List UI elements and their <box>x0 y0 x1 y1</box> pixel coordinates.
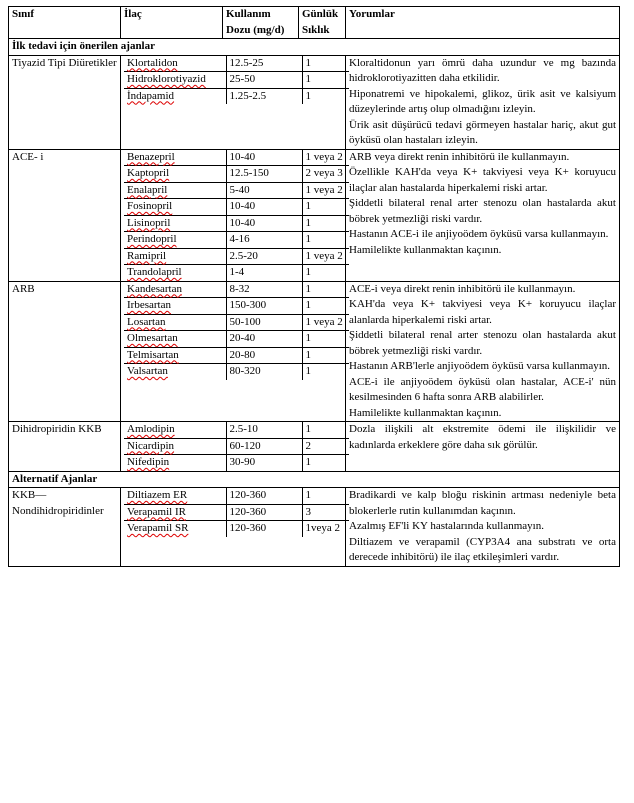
drug-dose: 120-360 <box>226 521 302 537</box>
drug-list-cell <box>121 149 346 281</box>
alternative-groups <box>9 488 620 567</box>
header-row <box>9 7 620 39</box>
drug-dose: 50-100 <box>226 314 302 331</box>
drug-name-cell <box>124 504 226 521</box>
drug-row <box>124 521 349 537</box>
drug-class: ARB <box>9 281 121 422</box>
drug-name: Irbesartan <box>127 299 171 311</box>
drug-dose: 4-16 <box>226 232 302 249</box>
drug-name-cell <box>124 199 226 216</box>
drug-name-cell <box>124 364 226 380</box>
drug-row <box>124 364 349 380</box>
drug-name-cell <box>124 215 226 232</box>
drug-dose: 8-32 <box>226 282 302 298</box>
drug-row <box>124 72 349 89</box>
drug-frequency: 1 <box>302 56 349 72</box>
comment-line: Ürik asit düşürücü tedavi görmeyen hastalar hariç, akut gut öyküsü olan hastaları izleyin. <box>349 118 616 146</box>
drug-frequency: 1 <box>302 364 349 380</box>
drug-dose: 120-360 <box>226 488 302 504</box>
comment-line: Diltiazem ve verapamil (CYP3A4 ana substratı ve orta derecede inhibitörü) ile ilaç etkileşimleri vardır. <box>349 535 616 563</box>
drug-name: Verapamil SR <box>127 522 189 534</box>
drug-dose: 12.5-25 <box>226 56 302 72</box>
drug-list-cell <box>121 422 346 472</box>
drug-list <box>124 56 349 105</box>
drug-name: Enalapril <box>127 183 168 196</box>
drug-frequency: 1 <box>302 331 349 348</box>
drug-frequency: 1 veya 2 <box>302 182 349 199</box>
drug-list-cell <box>121 488 346 567</box>
drug-name-cell <box>124 314 226 331</box>
group-row <box>9 422 620 472</box>
drug-name: Nifedipin <box>127 456 170 468</box>
comment-line: Şiddetli bilateral renal arter stenozu olan hastalarda akut böbrek yetmezliği riski vardır. <box>349 197 616 225</box>
drug-dose: 2.5-10 <box>226 422 302 438</box>
drug-list-cell <box>121 281 346 422</box>
drug-name: Ramipril <box>127 249 167 262</box>
drug-name: Kandesartan <box>127 282 182 295</box>
group-row <box>9 488 620 567</box>
drug-name: Losartan <box>127 315 166 328</box>
comments-cell <box>346 422 620 472</box>
drug-name-cell <box>124 232 226 249</box>
drug-row <box>124 488 349 504</box>
drug-list <box>124 488 349 537</box>
drug-name: Olmesartan <box>127 332 178 344</box>
drug-row <box>124 56 349 72</box>
drug-name-cell <box>124 422 226 438</box>
header-frequency: Günlük Sıklık <box>299 7 346 39</box>
drug-dose: 20-40 <box>226 331 302 348</box>
drug-name-cell <box>124 282 226 298</box>
drug-frequency: 1 <box>302 72 349 89</box>
drug-list <box>124 150 349 281</box>
drug-name: İndapamid <box>127 89 175 102</box>
drug-frequency: 2 veya 3 <box>302 166 349 183</box>
drug-row <box>124 232 349 249</box>
comment-line: KAH'da veya K+ takviyesi veya K+ koruyucu ilaçlar alanlarda hiperkalemi riski artar. <box>349 298 616 326</box>
comment-line: ACE-i veya direkt renin inhibitörü ile kullanmayın. <box>349 282 576 295</box>
comment-line: ARB veya direkt renin inhibitörü ile kullanmayın. <box>349 150 570 163</box>
drug-name-cell <box>124 150 226 166</box>
drug-name: Telmisartan <box>127 348 179 361</box>
drug-frequency: 1 veya 2 <box>302 248 349 265</box>
drug-dose: 20-80 <box>226 347 302 364</box>
header-drug: İlaç <box>121 7 223 39</box>
drug-dose: 12.5-150 <box>226 166 302 183</box>
drug-dose: 10-40 <box>226 215 302 232</box>
drug-frequency: 1 <box>302 488 349 504</box>
drug-frequency: 1 <box>302 88 349 104</box>
first-line-groups <box>9 55 620 471</box>
drug-row <box>124 166 349 183</box>
drug-name-cell <box>124 265 226 281</box>
comment-line: Özellikle KAH'da veya K+ takviyesi veya K+ koruyucu ilaçlar alan hastalarda hiperkalemi riski artar. <box>349 166 616 194</box>
drug-frequency: 1 veya 2 <box>302 314 349 331</box>
drug-dose: 60-120 <box>226 438 302 455</box>
drug-class: Tiyazid Tipi Diüretikler <box>9 55 121 149</box>
drug-frequency: 1veya 2 <box>302 521 349 537</box>
drug-class: ACE- i <box>9 149 121 281</box>
group-row <box>9 281 620 422</box>
drug-dose: 10-40 <box>226 199 302 216</box>
section-row-alternative <box>9 471 620 488</box>
drug-name-cell <box>124 521 226 537</box>
drug-name: Verapamil IR <box>127 505 186 518</box>
drug-name: Perindopril <box>127 233 177 245</box>
drug-name-cell <box>124 166 226 183</box>
drug-row <box>124 265 349 281</box>
comment-line: Hiponatremi ve hipokalemi, glikoz, ürik asit ve kalsiyum düzeylerinde artış olup olmadığını izleyin. <box>349 87 616 115</box>
comment-line: Şiddetli bilateral renal arter stenozu olan hastalarda akut böbrek yetmezliği riski vardır. <box>349 329 616 357</box>
drug-name: Nicardipin <box>127 439 175 452</box>
drug-name: Valsartan <box>127 365 168 377</box>
group-row <box>9 149 620 281</box>
drug-name: Amlodipin <box>127 423 175 435</box>
drug-row <box>124 422 349 438</box>
drug-row <box>124 504 349 521</box>
drug-dose: 30-90 <box>226 455 302 471</box>
drug-dose: 150-300 <box>226 298 302 315</box>
drug-dose: 10-40 <box>226 150 302 166</box>
drug-list <box>124 282 349 380</box>
drug-frequency: 2 <box>302 438 349 455</box>
drug-name: Kaptopril <box>127 167 170 179</box>
drug-name-cell <box>124 56 226 72</box>
drug-name-cell <box>124 72 226 89</box>
drug-table <box>8 6 620 567</box>
drug-name-cell <box>124 298 226 315</box>
drug-name: Benazepril <box>127 150 175 163</box>
drug-row <box>124 438 349 455</box>
comments-cell <box>346 281 620 422</box>
drug-frequency: 1 veya 2 <box>302 150 349 166</box>
drug-name: Diltiazem ER <box>127 489 188 501</box>
drug-frequency: 1 <box>302 265 349 281</box>
drug-row <box>124 199 349 216</box>
comments-cell <box>346 488 620 567</box>
comment-line: Azalmış EF'li KY hastalarında kullanmayın. <box>349 520 544 532</box>
drug-name-cell <box>124 88 226 104</box>
drug-frequency: 1 <box>302 215 349 232</box>
drug-frequency: 1 <box>302 199 349 216</box>
drug-frequency: 1 <box>302 455 349 471</box>
comment-line: Hamilelikte kullanmaktan kaçının. <box>349 243 502 256</box>
drug-name-cell <box>124 248 226 265</box>
drug-row <box>124 314 349 331</box>
drug-frequency: 1 <box>302 347 349 364</box>
drug-name: Fosinopril <box>127 200 173 212</box>
group-row <box>9 55 620 149</box>
drug-row <box>124 455 349 471</box>
drug-frequency: 1 <box>302 282 349 298</box>
drug-row <box>124 331 349 348</box>
section-title-first-line: İlk tedavi için önerilen ajanlar <box>9 39 620 56</box>
comment-line: Hastanın ARB'lerle anjiyoödem öyküsü varsa kullanmayın. <box>349 360 611 372</box>
drug-row <box>124 347 349 364</box>
drug-row <box>124 248 349 265</box>
drug-name-cell <box>124 455 226 471</box>
drug-dose: 25-50 <box>226 72 302 89</box>
header-class: Sınıf <box>9 7 121 39</box>
drug-row <box>124 298 349 315</box>
comment-line: Kloraltidonun yarı ömrü daha uzundur ve mg bazında hidroklorotiyazitten daha etkilidir. <box>349 56 616 84</box>
drug-dose: 120-360 <box>226 504 302 521</box>
drug-dose: 1.25-2.5 <box>226 88 302 104</box>
section-row-first-line <box>9 39 620 56</box>
comment-line: Hastanın ACE-i ile anjiyoödem öyküsü varsa kullanmayın. <box>349 228 609 240</box>
drug-frequency: 1 <box>302 422 349 438</box>
drug-dose: 1-4 <box>226 265 302 281</box>
comment-line: ACE-i ile anjiyoödem öyküsü olan hastalar, ACE-i' nün kesilmesinden 6 hafta sonra ARB alabilirler. <box>349 375 616 403</box>
drug-row <box>124 182 349 199</box>
drug-name: Hidroklorotiyazid <box>127 73 206 85</box>
drug-dose: 80-320 <box>226 364 302 380</box>
comments-cell <box>346 149 620 281</box>
drug-name: Lisinopril <box>127 216 171 229</box>
drug-class: KKB— Nondihidropiridinler <box>9 488 121 567</box>
drug-row <box>124 88 349 104</box>
drug-frequency: 1 <box>302 232 349 249</box>
drug-frequency: 1 <box>302 298 349 315</box>
comment-line: Dozla ilişkili alt ekstremite ödemi ile ilişkilidir ve kadınlarda erkeklere göre daha sık görülür. <box>349 423 616 451</box>
drug-name-cell <box>124 488 226 504</box>
drug-name: Trandolapril <box>127 266 182 278</box>
drug-list <box>124 422 349 471</box>
drug-name-cell <box>124 347 226 364</box>
comments-cell <box>346 55 620 149</box>
drug-frequency: 3 <box>302 504 349 521</box>
drug-row <box>124 150 349 166</box>
header-dose: Kullanım Dozu (mg/d) <box>223 7 299 39</box>
drug-dose: 5-40 <box>226 182 302 199</box>
section-title-alternative: Alternatif Ajanlar <box>9 471 620 488</box>
drug-row <box>124 215 349 232</box>
header-comments: Yorumlar <box>346 7 620 39</box>
comment-line: Hamilelikte kullanmaktan kaçının. <box>349 406 502 419</box>
drug-name-cell <box>124 331 226 348</box>
drug-name-cell <box>124 438 226 455</box>
drug-dose: 2.5-20 <box>226 248 302 265</box>
drug-list-cell <box>121 55 346 149</box>
drug-name-cell <box>124 182 226 199</box>
comment-line: Bradikardi ve kalp bloğu riskinin artması nedeniyle beta blokerlerle rutin kullanımdan kaçının. <box>349 489 616 517</box>
drug-name: Klortalidon <box>127 56 178 69</box>
drug-row <box>124 282 349 298</box>
drug-class: Dihidropiridin KKB <box>9 422 121 472</box>
